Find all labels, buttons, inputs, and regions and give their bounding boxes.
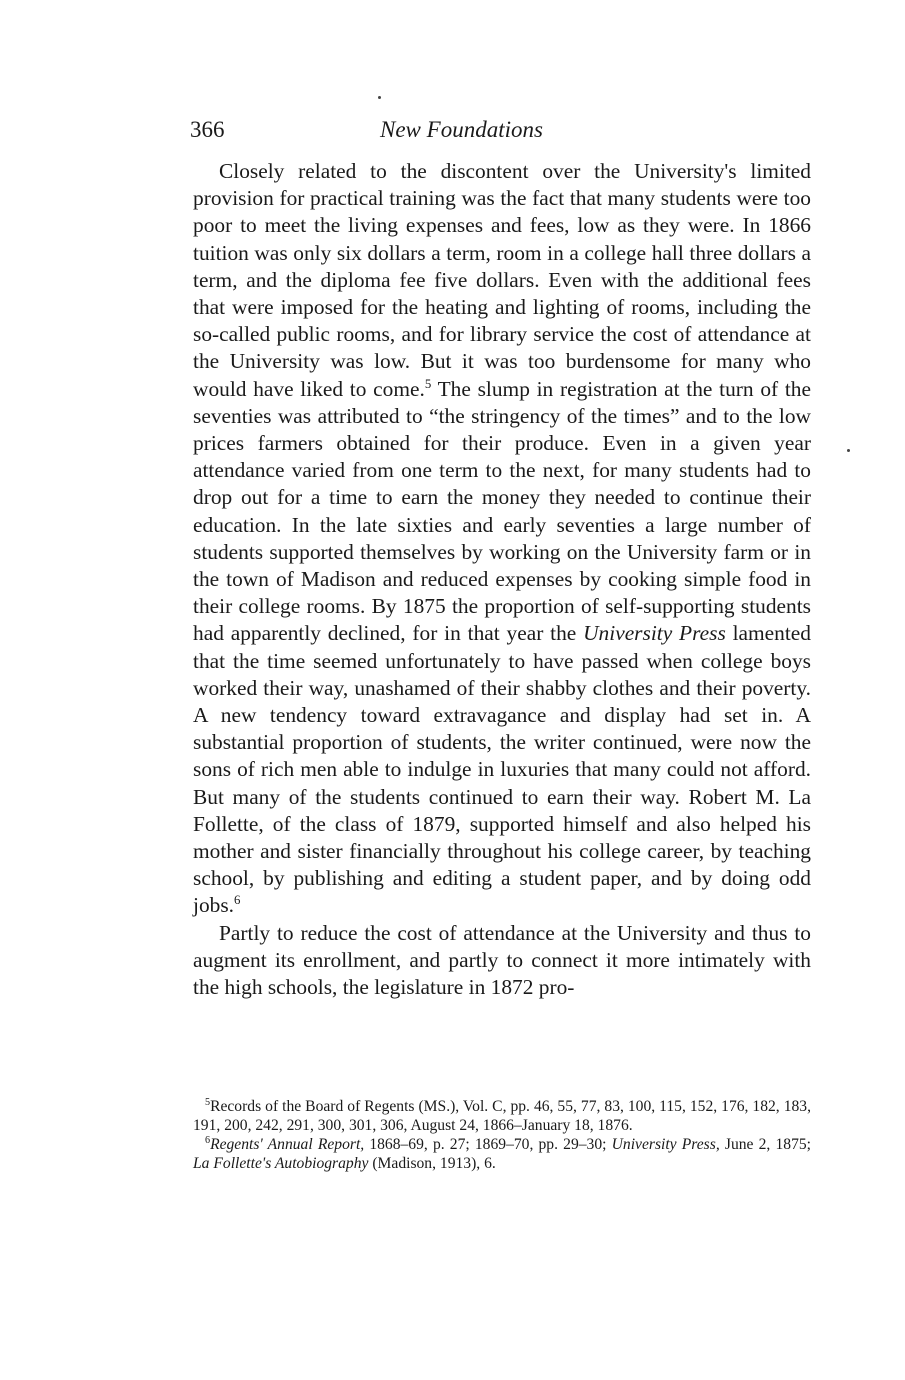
paragraph [193, 158, 811, 920]
footnote [193, 1135, 811, 1173]
paragraph-text: The slump in registration at the turn of the seventies was attributed to “the stringency of the times” and to the low prices farmers obtained for their produce. Even in a given year attendance varied from one term to the next, for many students had to drop out for a time to earn the money they needed to continue their education. In the late sixties and early seventies a large number of students supported themselves by working on the University farm or in the town of Madison and reduced expenses by cooking simple food in their college rooms. By 1875 the proportion of self-supporting students had apparently declined, for in that year the [193, 376, 812, 646]
paragraph-text: Closely related to the discontent over the University's limited provision for practical training was the fact that many students were too poor to meet the living expenses and fees, low as they were. In 1866 tuition was only six dollars a term, room in a college hall three dollars a term, and the diploma fee five dollars. Even with the additional fees that were imposed for the heating and lighting of rooms, including the so-called public rooms, and for library service the cost of attendance at the University was low. But it was too burdensome for many who would have liked to come. [193, 159, 811, 401]
body-text [193, 158, 811, 1001]
footnote-reference[interactable]: 6 [234, 893, 241, 908]
paragraph-text: lamented that the time seemed unfortunately to have passed when college boys worked their way, unashamed of their shabby clothes and their poverty. A new tendency toward extravagance and display had set in. A substantial proportion of students, the writer continued, were now the sons of rich men able to indulge in luxuries that many could not afford. But many of the students continued to earn their way. Robert M. La Follette, of the class of 1879, supported himself and also helped his mother and sister financially throughout his college career, by teaching school, by publishing and editing a student paper, and by doing odd jobs. [193, 621, 811, 918]
footnotes [193, 1097, 811, 1173]
paragraph [193, 920, 811, 1002]
footnote-text: 1868–69, p. 27; 1869–70, pp. 29–30; [364, 1136, 612, 1153]
footnote [193, 1097, 811, 1135]
footnote-reference[interactable]: 5 [424, 376, 432, 391]
page-header [190, 114, 810, 146]
publication-title: University Press [583, 621, 726, 646]
page-number: 366 [190, 117, 225, 142]
footnote-text: June 2, 1875; [719, 1136, 811, 1153]
running-head: New Foundations [380, 117, 543, 142]
footnote-text: Records of the Board of Regents (MS.), Vol. C, pp. 46, 55, 77, 83, 100, 115, 152, 176, 182, 183, 191, 200, 242, 291, 300, 301, 306, August 24, 1866–January 18, 1876. [193, 1098, 811, 1134]
citation-title: La Follette's Autobiography [193, 1155, 369, 1172]
print-speck [378, 96, 381, 99]
footnote-number: 6 [205, 1134, 211, 1146]
citation-title: Regents' Annual Report, [210, 1136, 365, 1153]
footnote-text: (Madison, 1913), 6. [368, 1155, 496, 1172]
print-speck [847, 449, 850, 452]
paragraph-text: Partly to reduce the cost of attendance at the University and thus to augment its enrollment, and partly to connect it more intimately with the high schools, the legislature in 1872 pro- [193, 920, 811, 1000]
footnote-number: 5 [205, 1096, 211, 1108]
citation-title: University Press, [611, 1136, 720, 1153]
